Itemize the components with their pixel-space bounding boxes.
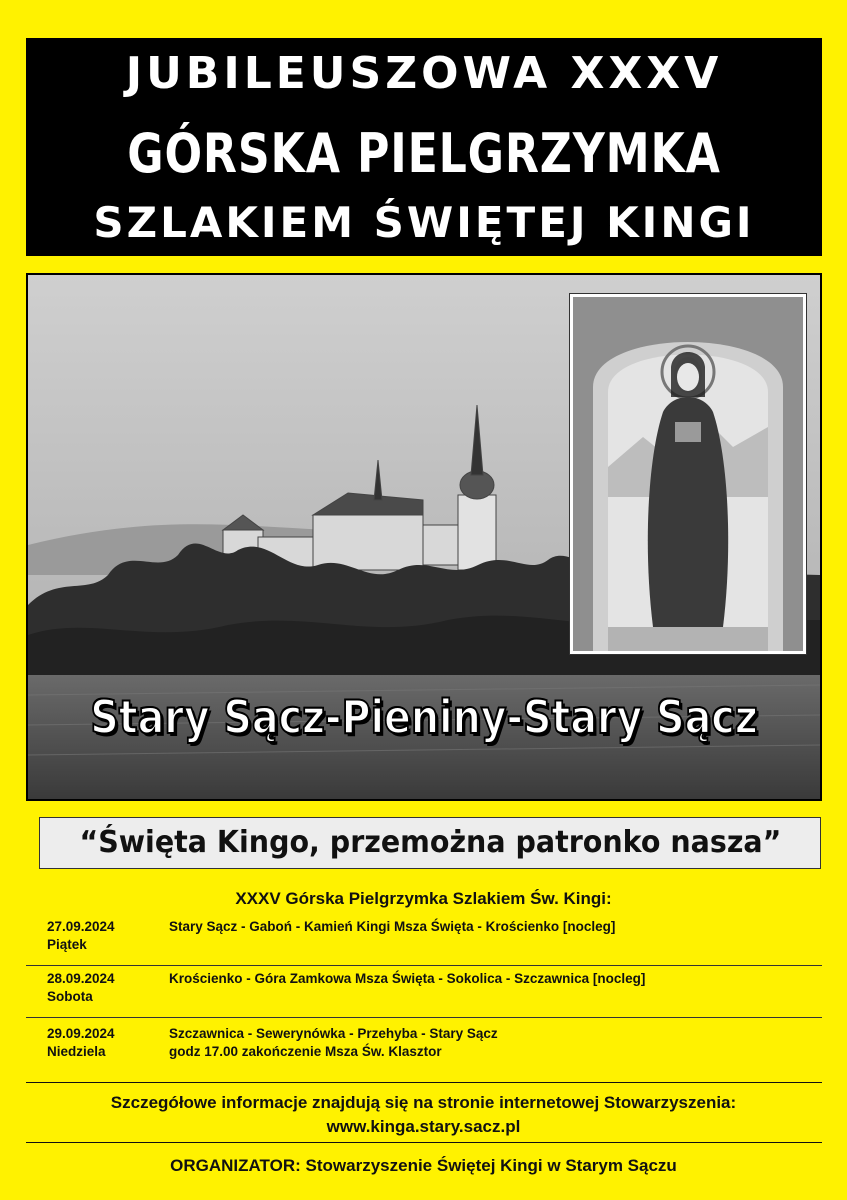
schedule-title: XXXV Górska Pielgrzymka Szlakiem Św. Kingi: xyxy=(235,889,612,908)
schedule-row xyxy=(26,1021,822,1081)
schedule-date xyxy=(47,918,167,954)
monastery-photo xyxy=(26,273,822,801)
weekday-text: Niedziela xyxy=(47,1044,106,1059)
divider xyxy=(26,1142,822,1143)
organizer-line xyxy=(0,1156,847,1176)
route-text: Krościenko - Góra Zamkowa Msza Święta - Sokolica - Szczawnica [nocleg] xyxy=(169,971,646,986)
website-link[interactable]: www.kinga.stary.sacz.pl xyxy=(326,1117,521,1136)
motto-banner xyxy=(39,817,821,869)
route-title: Stary Sącz-Pieniny-Stary Sącz xyxy=(90,690,758,744)
schedule-row xyxy=(26,914,822,966)
schedule-date xyxy=(47,970,167,1006)
weekday-text: Sobota xyxy=(47,989,93,1004)
date-text: 28.09.2024 xyxy=(47,971,115,986)
schedule-date xyxy=(47,1025,167,1061)
motto-text: “Święta Kingo, przemożna patronko nasza” xyxy=(79,825,781,860)
schedule-row xyxy=(26,966,822,1018)
weekday-text: Piątek xyxy=(47,937,87,952)
schedule-route xyxy=(169,1025,809,1061)
title-line-1: JUBILEUSZOWA XXXV xyxy=(125,48,723,99)
divider xyxy=(26,1082,822,1083)
route-text: Stary Sącz - Gaboń - Kamień Kingi Msza Święta - Krościenko [nocleg] xyxy=(169,919,616,934)
date-text: 29.09.2024 xyxy=(47,1026,115,1041)
schedule-route xyxy=(169,918,809,936)
route-text: Szczawnica - Sewerynówka - Przehyba - Stary Sącz xyxy=(169,1026,498,1041)
title-line-3: SZLAKIEM ŚWIĘTEJ KINGI xyxy=(93,198,755,247)
title-line-2: GÓRSKA PIELGRZYMKA xyxy=(127,122,721,185)
info-text: Szczegółowe informacje znajdują się na stronie internetowej Stowarzyszenia: xyxy=(110,1093,737,1112)
schedule-route xyxy=(169,970,809,988)
organizer-name: Stowarzyszenie Świętej Kingi w Starym Sączu xyxy=(305,1156,677,1175)
title-banner xyxy=(26,38,822,256)
saint-kinga-painting xyxy=(570,294,806,654)
organizer-label: ORGANIZATOR: xyxy=(170,1156,301,1175)
route-text-2: godz 17.00 zakończenie Msza Św. Klasztor xyxy=(169,1044,442,1059)
date-text: 27.09.2024 xyxy=(47,919,115,934)
